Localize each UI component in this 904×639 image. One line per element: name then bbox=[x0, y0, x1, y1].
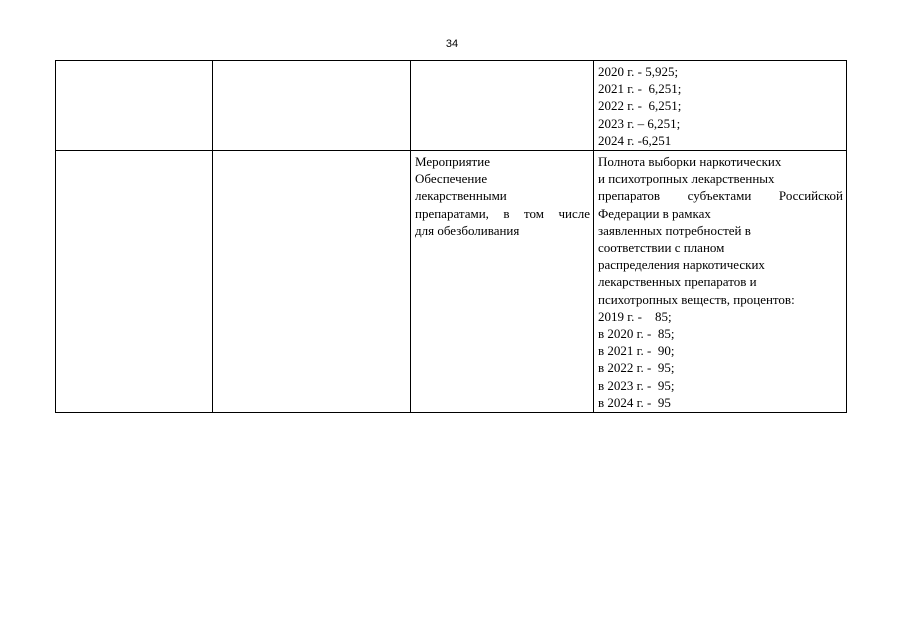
cell-text-line: в 2020 г. - 85; bbox=[598, 326, 675, 342]
cell-text-line: 2024 г. -6,251 bbox=[598, 132, 672, 148]
cell-text-line: заявленных потребностей в bbox=[598, 222, 751, 238]
table-cell-col2 bbox=[213, 151, 411, 413]
cell-text-line: и психотропных лекарственных bbox=[598, 171, 775, 187]
cell-text-line: препаратами, в том числе bbox=[415, 205, 590, 221]
cell-text-line: в 2021 г. - 90; bbox=[598, 343, 675, 359]
cell-text-line: в 2022 г. - 95; bbox=[598, 360, 675, 376]
page-number: 34 bbox=[445, 38, 459, 50]
cell-text-line: 2019 г. - 85; bbox=[598, 308, 672, 324]
table-row bbox=[56, 151, 847, 413]
cell-text-line: распределения наркотических bbox=[598, 257, 765, 273]
cell-text-line: Обеспечение bbox=[415, 171, 488, 187]
cell-text-line: психотропных веществ, процентов: bbox=[598, 291, 795, 307]
table-cell-col1 bbox=[56, 151, 213, 413]
cell-text-line: в 2024 г. - 95 bbox=[598, 394, 671, 410]
cell-text-line: соответствии с планом bbox=[598, 240, 725, 256]
table-cell-col3 bbox=[411, 61, 594, 151]
document-table bbox=[55, 60, 847, 413]
cell-text-line: лекарственных препаратов и bbox=[598, 274, 757, 290]
cell-text-line: лекарственными bbox=[415, 188, 507, 204]
table-cell-col2 bbox=[213, 61, 411, 151]
table-cell-col4 bbox=[594, 151, 847, 413]
cell-text-line: 2023 г. – 6,251; bbox=[598, 115, 681, 131]
table-cell-col3 bbox=[411, 151, 594, 413]
table-cell-col4 bbox=[594, 61, 847, 151]
cell-text-line: Мероприятие bbox=[415, 154, 490, 170]
cell-text-line: для обезболивания bbox=[415, 222, 520, 238]
cell-text-line: в 2023 г. - 95; bbox=[598, 377, 675, 393]
cell-text-line: 2021 г. - 6,251; bbox=[598, 81, 682, 97]
cell-text-line: препаратов субъектами Российской bbox=[598, 188, 843, 204]
cell-text-line: Полнота выборки наркотических bbox=[598, 154, 782, 170]
table-row bbox=[56, 61, 847, 151]
cell-text-line: Федерации в рамках bbox=[598, 205, 711, 221]
cell-text-line: 2022 г. - 6,251; bbox=[598, 98, 682, 114]
cell-text-line: 2020 г. - 5,925; bbox=[598, 64, 679, 79]
table-cell-col1 bbox=[56, 61, 213, 151]
